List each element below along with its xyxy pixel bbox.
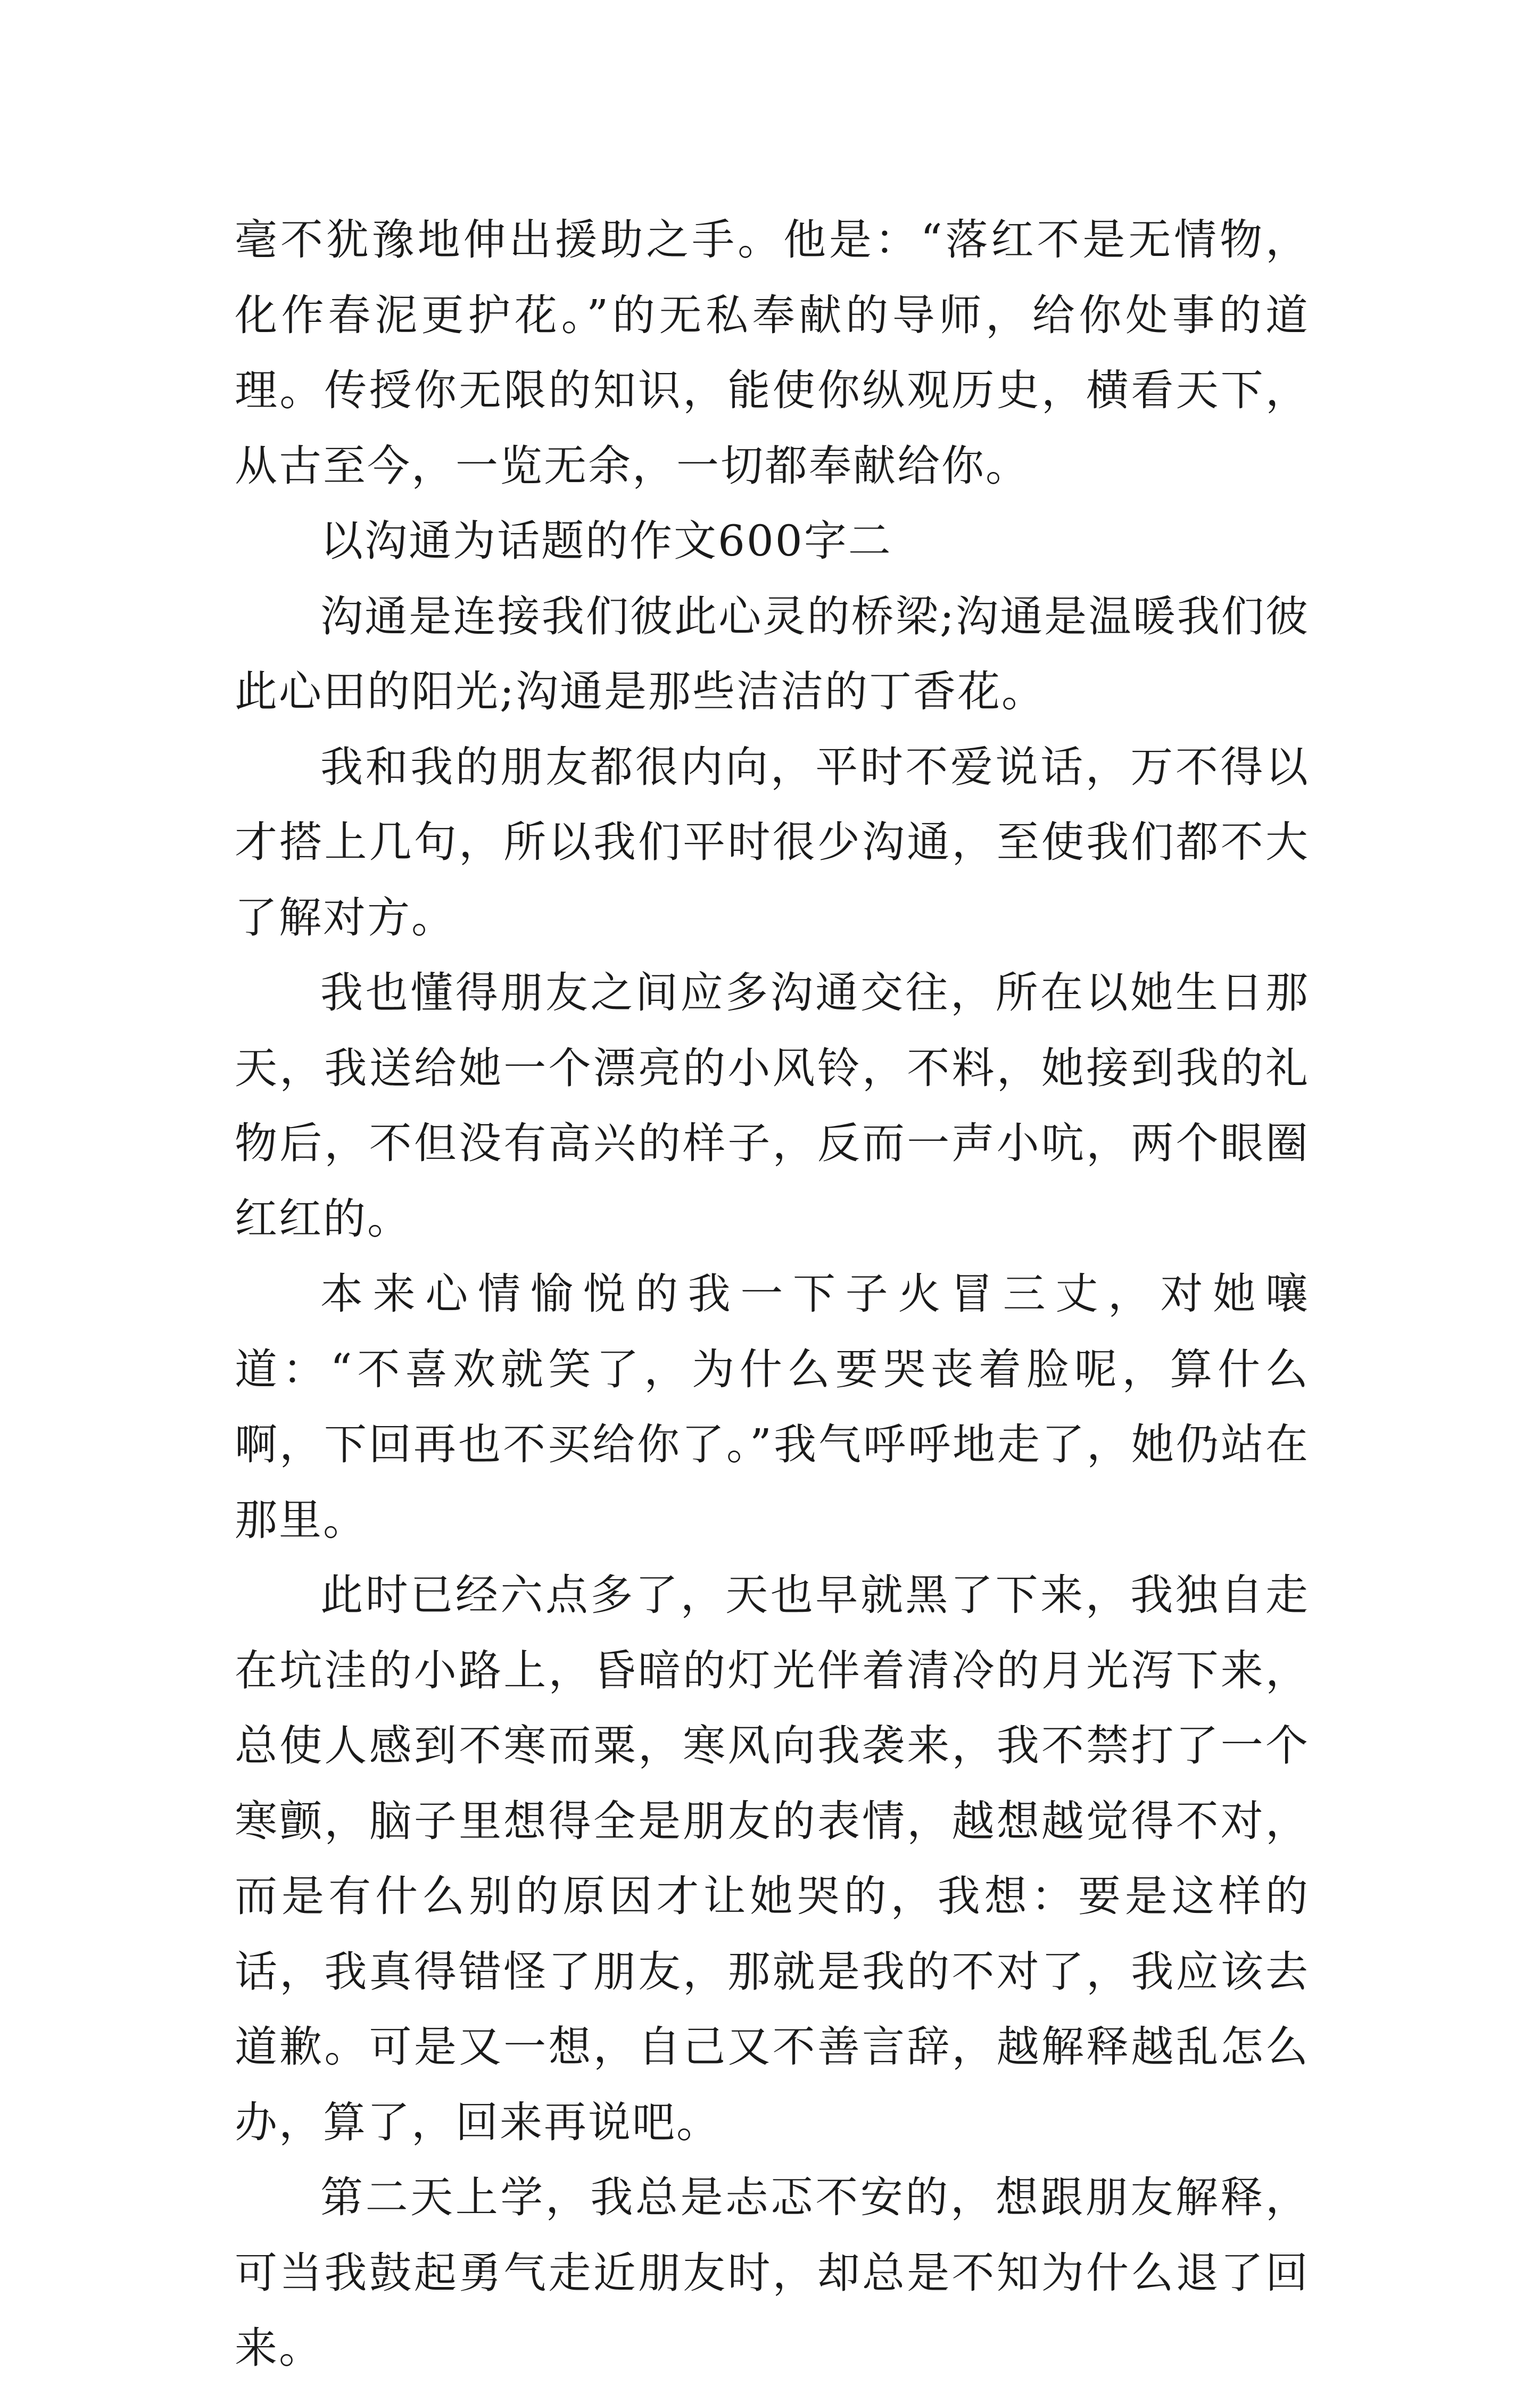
section-heading: 以沟通为话题的作文600字二	[320, 516, 892, 566]
essay-body	[235, 202, 1310, 2386]
paragraph: 毫不犹豫地伸出援助之手。他是：“落红不是无情物，化作春泥更护花。”的无私奉献的导师，给你处事的道理。传授你无限的知识，能使你纵观历史，横看天下，从古至今，一览无余，一切都奉献给你。	[235, 215, 1310, 491]
paragraph: 沟通是连接我们彼此心灵的桥梁;沟通是温暖我们彼此心田的阳光;沟通是那些洁洁的丁香花。	[235, 591, 1310, 716]
paragraph: 我也懂得朋友之间应多沟通交往，所在以她生日那天，我送给她一个漂亮的小风铃，不料，她接到我的礼物后，不但没有高兴的样子，反而一声小吭，两个眼圈红红的。	[235, 968, 1310, 1244]
paragraph: 本来心情愉悦的我一下子火冒三丈，对她嚷道：“不喜欢就笑了，为什么要哭丧着脸呢，算什么啊，下回再也不买给你了。”我气呼呼地走了，她仍站在那里。	[235, 1269, 1310, 1545]
paragraph: 第二天上学，我总是忐忑不安的，想跟朋友解释，可当我鼓起勇气走近朋友时，却总是不知为什么退了回来。	[235, 2173, 1310, 2373]
paragraph: 我和我的朋友都很内向，平时不爱说话，万不得以才搭上几句，所以我们平时很少沟通，至使我们都不大了解对方。	[235, 742, 1310, 942]
paragraph: 此时已经六点多了，天也早就黑了下来，我独自走在坑洼的小路上，昏暗的灯光伴着清冷的月光泻下来，总使人感到不寒而粟，寒风向我袭来，我不禁打了一个寒颤，脑子里想得全是朋友的表情，越想越觉得不对，而是有什么别的原因才让她哭的，我想：要是这样的话，我真得错怪了朋友，那就是我的不对了，我应该去道歉。可是又一想，自己又不善言辞，越解释越乱怎么办，算了，回来再说吧。	[235, 1570, 1310, 2147]
